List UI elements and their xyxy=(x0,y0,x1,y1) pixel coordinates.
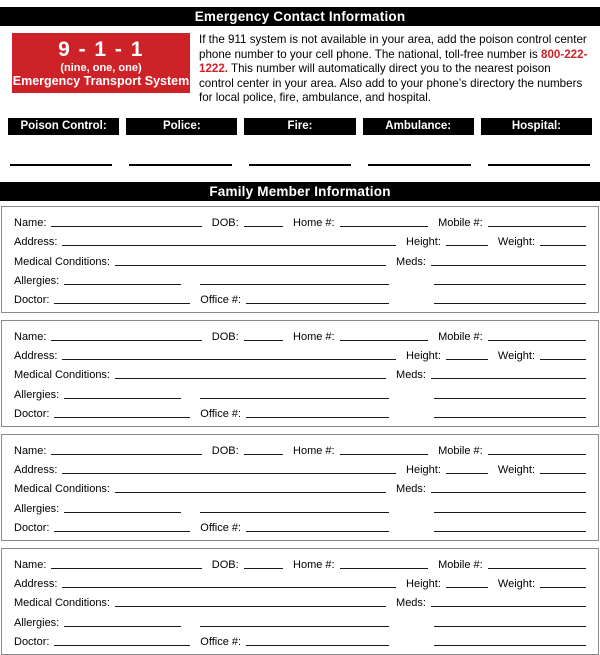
contact-label: Police: xyxy=(126,118,237,135)
mobile-phone-label: Mobile #: xyxy=(438,558,483,571)
meds-line[interactable] xyxy=(431,488,586,493)
family-member-block xyxy=(1,548,599,655)
contact-label: Fire: xyxy=(244,118,355,135)
allergies-line[interactable] xyxy=(64,280,181,285)
name-line[interactable] xyxy=(51,222,201,227)
poison-control-note xyxy=(199,33,588,106)
emergency-number: 9 - 1 - 1 xyxy=(58,37,144,61)
address-label: Address: xyxy=(14,578,58,591)
contact-lines-row xyxy=(10,162,590,166)
office-phone-line[interactable] xyxy=(246,299,389,304)
office-phone-label: Office #: xyxy=(200,407,242,420)
allergies-line-2[interactable] xyxy=(200,508,389,513)
meds-line[interactable] xyxy=(431,261,586,266)
dob-label: DOB: xyxy=(211,331,239,344)
office-phone-label: Office #: xyxy=(200,293,242,306)
meds-continuation-line-1[interactable] xyxy=(434,280,586,285)
height-line[interactable] xyxy=(446,241,488,246)
weight-label: Weight: xyxy=(497,464,535,477)
mobile-phone-line[interactable] xyxy=(488,564,586,569)
home-phone-line[interactable] xyxy=(340,222,428,227)
medical-conditions-label: Medical Conditions: xyxy=(14,369,110,382)
member-row-1 xyxy=(14,211,586,230)
address-line[interactable] xyxy=(62,355,396,360)
member-row-4 xyxy=(14,496,586,515)
address-label: Address: xyxy=(14,350,58,363)
home-phone-label: Home #: xyxy=(293,445,335,458)
member-row-2 xyxy=(14,344,586,363)
dob-label: DOB: xyxy=(211,558,239,571)
name-label: Name: xyxy=(14,558,47,571)
intro-section xyxy=(12,33,588,106)
member-row-2 xyxy=(14,572,586,591)
dob-line[interactable] xyxy=(244,222,283,227)
member-row-4 xyxy=(14,382,586,401)
office-phone-label: Office #: xyxy=(200,635,242,648)
contact-phone-line[interactable] xyxy=(249,162,351,166)
family-section-title: Family Member Information xyxy=(209,183,391,199)
poison-control-phone-number: 800-222-1222. xyxy=(199,47,588,76)
meds-label: Meds: xyxy=(396,597,426,610)
doctor-line[interactable] xyxy=(54,413,190,418)
contact-label: Ambulance: xyxy=(363,118,474,135)
weight-label: Weight: xyxy=(497,350,535,363)
weight-label: Weight: xyxy=(497,236,535,249)
name-label: Name: xyxy=(14,445,47,458)
emergency-number-words: (nine, one, one) xyxy=(60,61,142,74)
doctor-line[interactable] xyxy=(54,641,190,646)
contact-phone-line[interactable] xyxy=(368,162,470,166)
meds-continuation-line-1[interactable] xyxy=(434,394,586,399)
contact-labels-row xyxy=(8,118,592,135)
member-row-2 xyxy=(14,458,586,477)
meds-continuation-line-2[interactable] xyxy=(434,527,586,532)
doctor-label: Doctor: xyxy=(14,407,50,420)
name-line[interactable] xyxy=(51,564,201,569)
home-phone-line[interactable] xyxy=(340,336,428,341)
weight-line[interactable] xyxy=(540,355,586,360)
home-phone-label: Home #: xyxy=(293,558,335,571)
address-line[interactable] xyxy=(62,241,396,246)
doctor-label: Doctor: xyxy=(14,635,50,648)
address-label: Address: xyxy=(14,464,58,477)
medical-conditions-line[interactable] xyxy=(115,261,386,266)
address-label: Address: xyxy=(14,236,58,249)
member-row-3 xyxy=(14,363,586,382)
doctor-label: Doctor: xyxy=(14,521,50,534)
weight-line[interactable] xyxy=(540,469,586,474)
mobile-phone-line[interactable] xyxy=(488,222,586,227)
medical-conditions-line[interactable] xyxy=(115,602,386,607)
office-phone-label: Office #: xyxy=(200,521,242,534)
address-line[interactable] xyxy=(62,469,396,474)
doctor-line[interactable] xyxy=(54,527,190,532)
dob-label: DOB: xyxy=(211,445,239,458)
family-member-block xyxy=(1,206,599,313)
name-line[interactable] xyxy=(51,450,201,455)
note-text-after: This number will automatically direct you to the nearest poison control center in your area. Also add to your phone’s directory the numbers for local police, fire, ambulance, and hospital. xyxy=(199,62,583,105)
dob-line[interactable] xyxy=(244,564,283,569)
member-row-4 xyxy=(14,610,586,629)
allergies-label: Allergies: xyxy=(14,502,60,515)
height-line[interactable] xyxy=(446,355,488,360)
member-row-3 xyxy=(14,249,586,268)
page-title: Emergency Contact Information xyxy=(194,9,406,24)
weight-label: Weight: xyxy=(497,578,535,591)
note-text-before: If the 911 system is not available in your area, add the poison control center phone number to your cell phone. The national, toll-free number is xyxy=(199,33,587,61)
height-label: Height: xyxy=(406,350,441,363)
meds-continuation-line-2[interactable] xyxy=(434,641,586,646)
contact-phone-line[interactable] xyxy=(488,162,590,166)
name-label: Name: xyxy=(14,331,47,344)
contact-phone-line[interactable] xyxy=(129,162,231,166)
nine-one-one-box xyxy=(12,33,190,93)
contact-phone-line[interactable] xyxy=(10,162,112,166)
contact-label: Poison Control: xyxy=(8,118,119,135)
family-member-block xyxy=(1,320,599,427)
mobile-phone-label: Mobile #: xyxy=(438,217,483,230)
allergies-label: Allergies: xyxy=(14,388,60,401)
height-line[interactable] xyxy=(446,469,488,474)
mobile-phone-label: Mobile #: xyxy=(438,445,483,458)
member-row-1 xyxy=(14,439,586,458)
meds-continuation-line-2[interactable] xyxy=(434,299,586,304)
header-bar xyxy=(0,7,600,26)
medical-conditions-label: Medical Conditions: xyxy=(14,483,110,496)
name-line[interactable] xyxy=(51,336,201,341)
meds-label: Meds: xyxy=(396,369,426,382)
meds-label: Meds: xyxy=(396,255,426,268)
allergies-line-2[interactable] xyxy=(200,622,389,627)
office-phone-line[interactable] xyxy=(246,527,389,532)
allergies-line[interactable] xyxy=(64,394,181,399)
member-row-4 xyxy=(14,269,586,288)
family-section-bar xyxy=(0,182,600,201)
height-line[interactable] xyxy=(446,583,488,588)
allergies-line[interactable] xyxy=(64,622,181,627)
address-line[interactable] xyxy=(62,583,396,588)
family-member-block xyxy=(1,434,599,541)
member-row-1 xyxy=(14,325,586,344)
member-row-2 xyxy=(14,230,586,249)
member-row-5 xyxy=(14,402,586,421)
medical-conditions-line[interactable] xyxy=(115,488,386,493)
meds-label: Meds: xyxy=(396,483,426,496)
weight-line[interactable] xyxy=(540,241,586,246)
doctor-line[interactable] xyxy=(54,299,190,304)
emergency-contact-form xyxy=(0,7,600,655)
emergency-system-name: Emergency Transport System xyxy=(12,73,190,88)
allergies-line-2[interactable] xyxy=(200,394,389,399)
meds-continuation-line-1[interactable] xyxy=(434,622,586,627)
mobile-phone-line[interactable] xyxy=(488,450,586,455)
contact-label: Hospital: xyxy=(481,118,592,135)
medical-conditions-label: Medical Conditions: xyxy=(14,597,110,610)
member-row-1 xyxy=(14,553,586,572)
member-row-5 xyxy=(14,288,586,307)
meds-line[interactable] xyxy=(431,374,586,379)
allergies-line-2[interactable] xyxy=(200,280,389,285)
member-row-3 xyxy=(14,477,586,496)
home-phone-label: Home #: xyxy=(293,331,335,344)
height-label: Height: xyxy=(406,464,441,477)
name-label: Name: xyxy=(14,217,47,230)
home-phone-line[interactable] xyxy=(340,564,428,569)
meds-continuation-line-1[interactable] xyxy=(434,508,586,513)
meds-continuation-line-2[interactable] xyxy=(434,413,586,418)
allergies-line[interactable] xyxy=(64,508,181,513)
medical-conditions-line[interactable] xyxy=(115,374,386,379)
family-members xyxy=(0,206,600,655)
medical-conditions-label: Medical Conditions: xyxy=(14,255,110,268)
member-row-3 xyxy=(14,591,586,610)
office-phone-line[interactable] xyxy=(246,641,389,646)
height-label: Height: xyxy=(406,236,441,249)
office-phone-line[interactable] xyxy=(246,413,389,418)
home-phone-line[interactable] xyxy=(340,450,428,455)
member-row-5 xyxy=(14,630,586,649)
weight-line[interactable] xyxy=(540,583,586,588)
allergies-label: Allergies: xyxy=(14,274,60,287)
dob-line[interactable] xyxy=(244,450,283,455)
dob-label: DOB: xyxy=(211,217,239,230)
allergies-label: Allergies: xyxy=(14,616,60,629)
mobile-phone-line[interactable] xyxy=(488,336,586,341)
height-label: Height: xyxy=(406,578,441,591)
meds-line[interactable] xyxy=(431,602,586,607)
home-phone-label: Home #: xyxy=(293,217,335,230)
dob-line[interactable] xyxy=(244,336,283,341)
doctor-label: Doctor: xyxy=(14,293,50,306)
member-row-5 xyxy=(14,516,586,535)
mobile-phone-label: Mobile #: xyxy=(438,331,483,344)
